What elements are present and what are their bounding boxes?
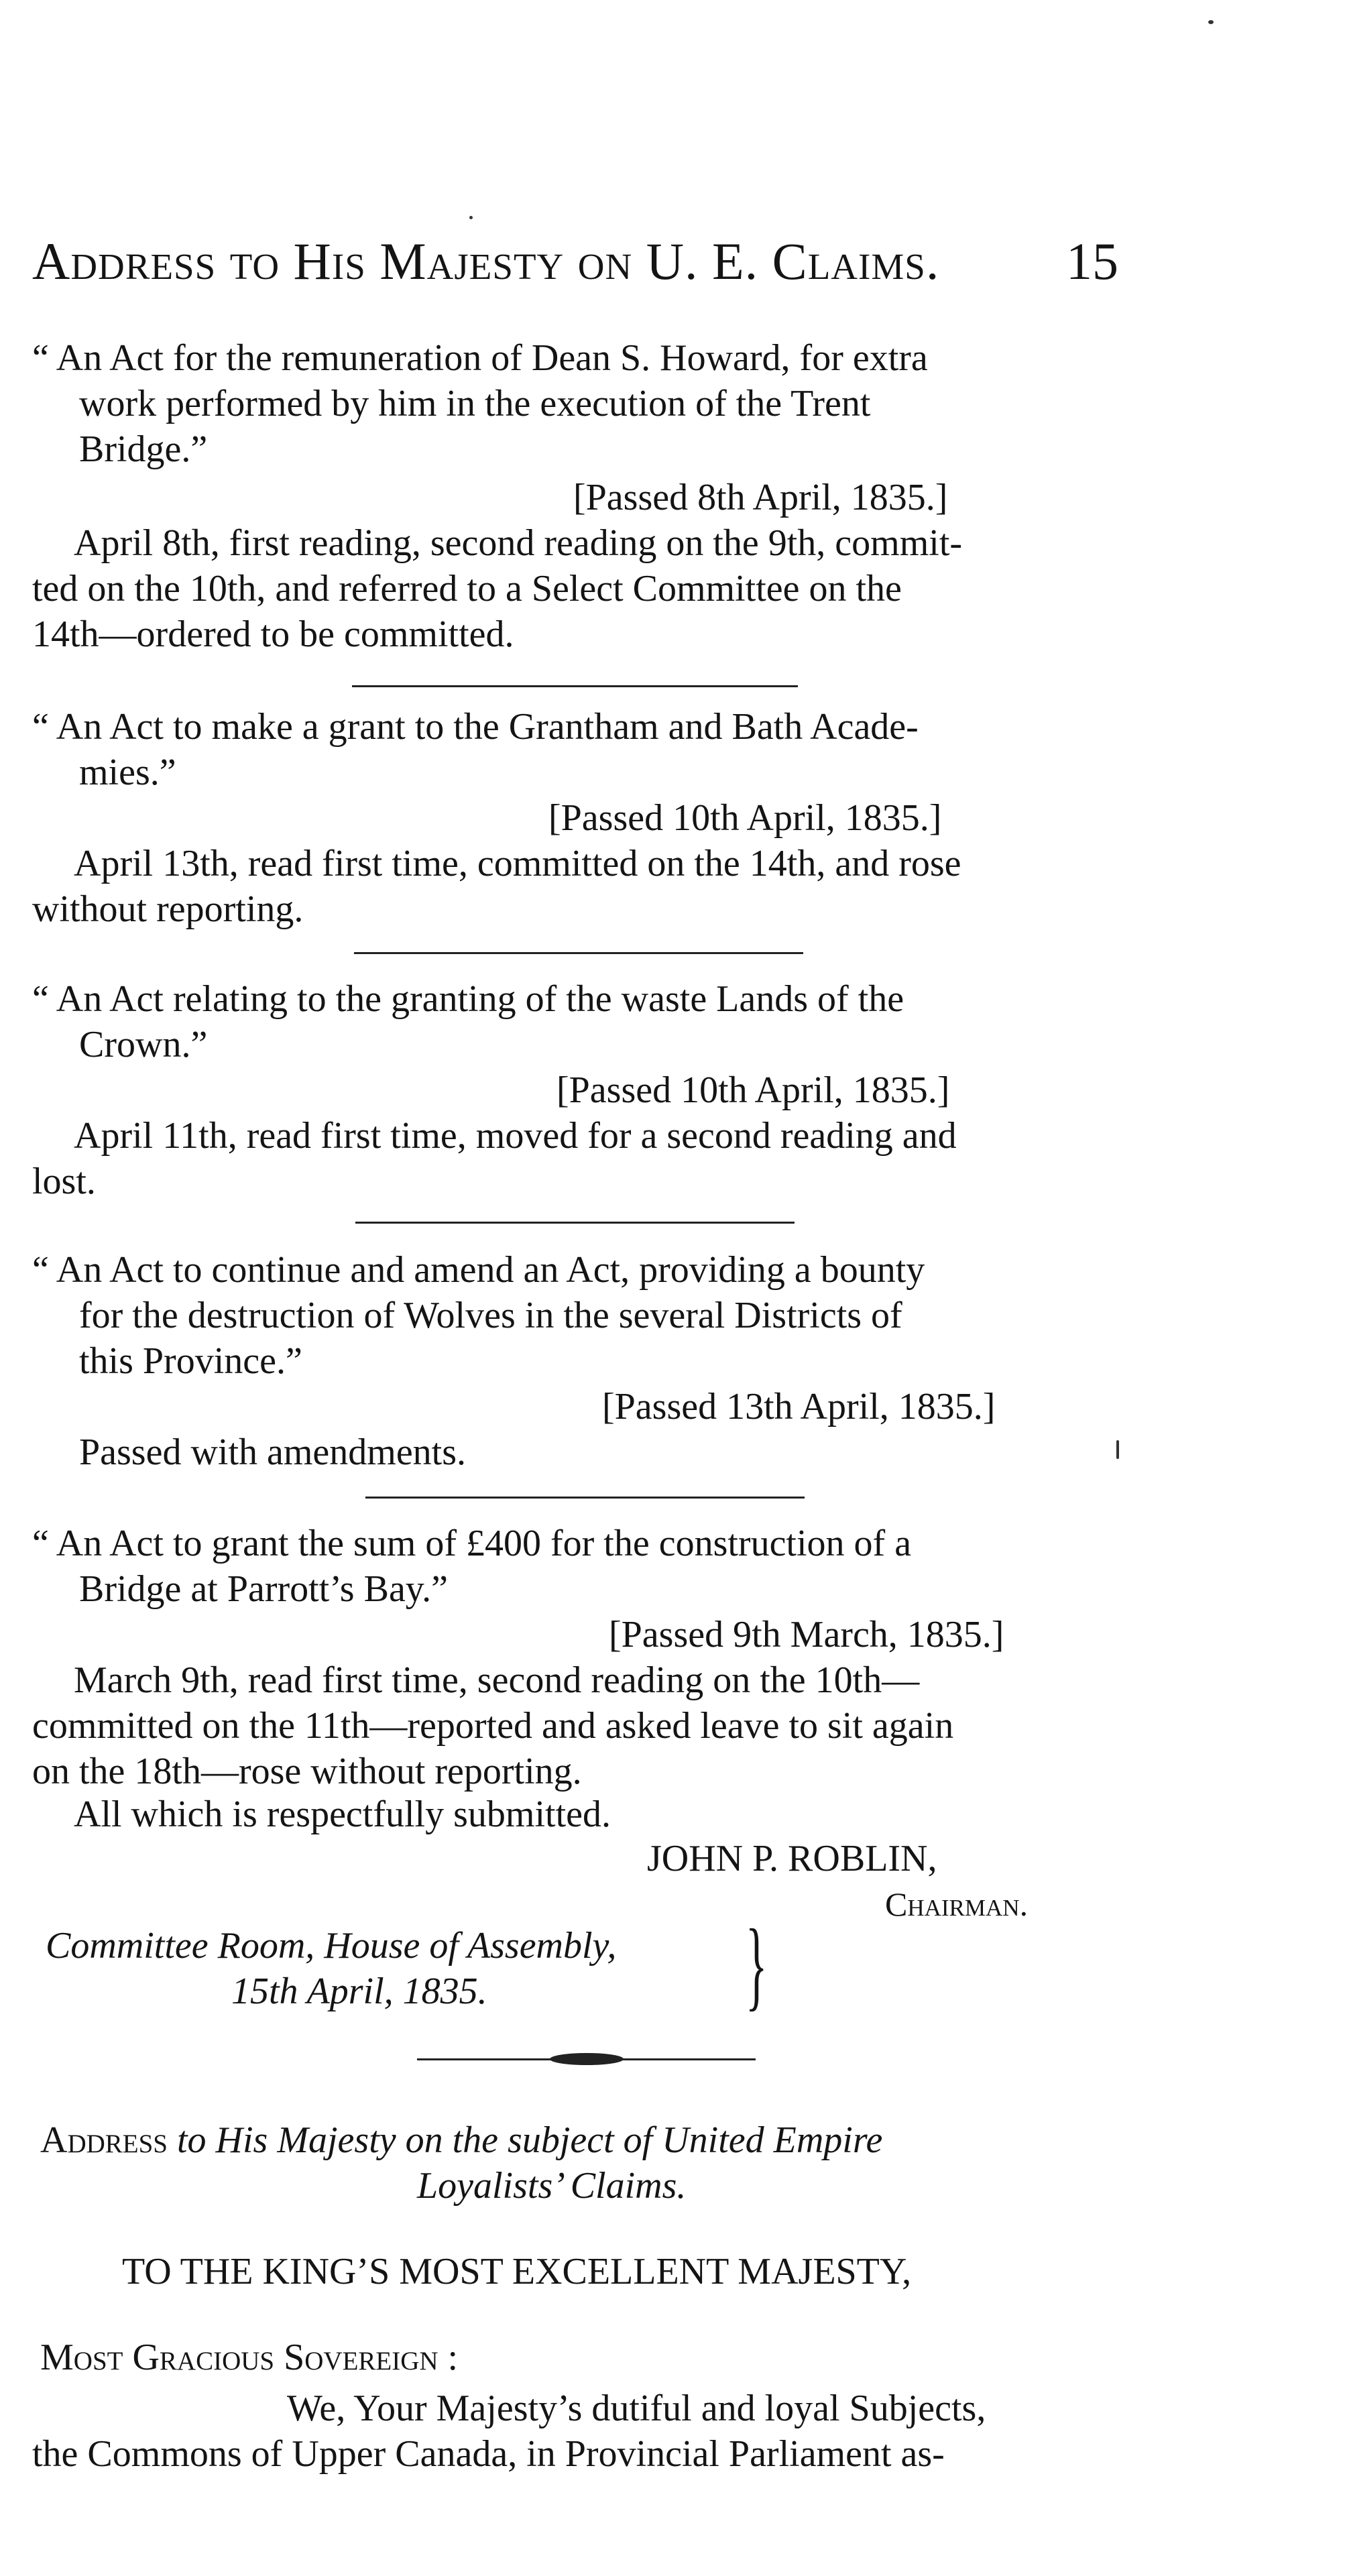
proceedings-line: April 11th, read first time, moved for a second reading and xyxy=(74,1115,957,1157)
date-line-text: 15th April, 1835. xyxy=(231,1971,487,2012)
signatory-name: JOHN P. ROBLIN, xyxy=(647,1838,937,1879)
proceedings-line: committed on the 11th—reported and asked leave to sit again xyxy=(32,1705,954,1747)
address-body-line: We, Your Majesty’s dutiful and loyal Subjects, xyxy=(287,2388,986,2429)
place-line: Committee Room, House of Assembly, xyxy=(46,1925,617,1967)
act-title-line: for the destruction of Wolves in the several Districts of xyxy=(79,1295,902,1336)
act-title-line: “ An Act to grant the sum of £400 for the construction of a xyxy=(32,1523,912,1564)
passed-date: [Passed 8th April, 1835.] xyxy=(573,477,948,518)
scan-speck xyxy=(1116,1440,1119,1459)
address-heading-line2: Loyalists’ Claims. xyxy=(417,2165,687,2207)
proceedings-line: April 8th, first reading, second reading on the 9th, commit- xyxy=(74,522,963,564)
proceedings-line: 14th—ordered to be committed. xyxy=(32,613,514,655)
act-title-line: Crown.” xyxy=(79,1024,208,1065)
ornament-center xyxy=(550,2053,624,2065)
section-divider xyxy=(365,1497,805,1499)
passed-date: [Passed 10th April, 1835.] xyxy=(548,797,942,839)
proceedings-line: April 13th, read first time, committed on the 14th, and rose xyxy=(74,843,961,884)
salutation: Most Gracious Sovereign : xyxy=(40,2337,459,2378)
act-title-line: Bridge.” xyxy=(79,428,208,470)
proceedings-line: on the 18th—rose without reporting. xyxy=(32,1751,582,1792)
act-title-line: mies.” xyxy=(79,752,176,793)
address-to-line: TO THE KING’S MOST EXCELLENT MAJESTY, xyxy=(122,2251,912,2292)
passed-date: [Passed 9th March, 1835.] xyxy=(609,1614,1004,1655)
proceedings-line: without reporting. xyxy=(32,888,304,930)
scan-speck xyxy=(469,216,473,219)
proceedings-line: Passed with amendments. xyxy=(79,1431,467,1473)
brace-mark: } xyxy=(746,1909,768,2020)
act-title-line: “ An Act for the remuneration of Dean S. Howard, for extra xyxy=(32,337,928,379)
signatory-title: Chairman. xyxy=(885,1885,1029,1923)
section-divider xyxy=(352,685,798,687)
submission-line: All which is respectfully submitted. xyxy=(74,1794,611,1835)
act-title-line: work performed by him in the execution of the Trent xyxy=(79,383,871,424)
proceedings-line: ted on the 10th, and referred to a Select Committee on the xyxy=(32,568,902,609)
address-body-line: the Commons of Upper Canada, in Provincial Parliament as- xyxy=(32,2433,945,2475)
proceedings-line: lost. xyxy=(32,1161,96,1202)
act-title-line: this Province.” xyxy=(79,1340,302,1382)
proceedings-line: March 9th, read first time, second reading on the 10th— xyxy=(74,1659,920,1701)
date-line xyxy=(231,1969,487,2014)
passed-date: [Passed 10th April, 1835.] xyxy=(557,1069,950,1111)
act-title-line: “ An Act to continue and amend an Act, providing a bounty xyxy=(32,1249,925,1291)
section-divider xyxy=(354,952,803,954)
act-title-line: “ An Act relating to the granting of the waste Lands of the xyxy=(32,978,904,1020)
section-divider xyxy=(355,1222,795,1224)
running-head: Address to His Majesty on U. E. Claims. xyxy=(32,232,940,290)
page-number: 15 xyxy=(1066,232,1118,290)
passed-date: [Passed 13th April, 1835.] xyxy=(602,1386,996,1427)
address-heading-rest: to His Majesty on the subject of United Empire xyxy=(177,2119,883,2161)
address-heading-line xyxy=(40,2117,882,2163)
scan-speck xyxy=(1208,20,1214,24)
address-heading-lead: Address xyxy=(40,2119,168,2161)
act-title-line: Bridge at Parrott’s Bay.” xyxy=(79,1568,449,1610)
act-title-line: “ An Act to make a grant to the Grantham and Bath Acade- xyxy=(32,706,919,748)
